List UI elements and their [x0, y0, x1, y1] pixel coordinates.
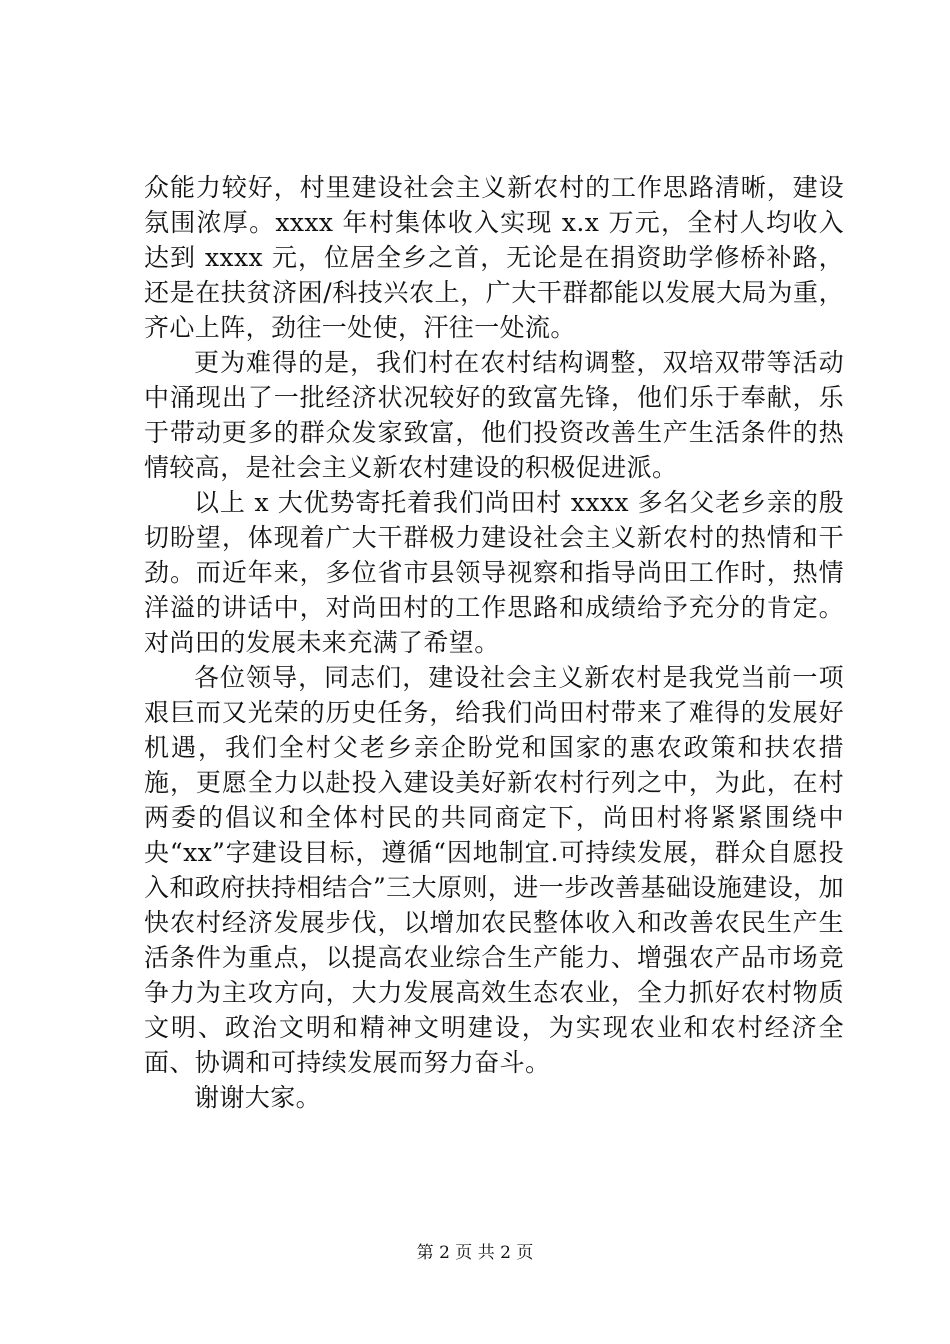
page-footer: 第 2 页 共 2 页: [416, 1243, 534, 1263]
paragraph-1: 众能力较好，村里建设社会主义新农村的工作思路清晰，建设氛围浓厚。xxxx 年村集体收入实现 x.x 万元，全村人均收入达到 xxxx 元，位居全乡之首，无论是在捐资助学修桥补路，还是在扶贫济困/科技兴农上，广大干群都能以发展大局为重，齐心上阵，劲往一处使，汗往一处流。: [144, 173, 844, 342]
paragraph-4: 各位领导，同志们，建设社会主义新农村是我党当前一项艰巨而又光荣的历史任务，给我们尚田村带来了难得的发展好机遇，我们全村父老乡亲企盼党和国家的惠农政策和扶农措施，更愿全力以赴投入建设美好新农村行列之中，为此，在村两委的倡议和全体村民的共同商定下，尚田村将紧紧围绕中央“xx”字建设目标，遵循“因地制宜.可持续发展，群众自愿投入和政府扶持相结合”三大原则，进一步改善基础设施建设，加快农村经济发展步伐，以增加农民整体收入和改善农民生产生活条件为重点，以提高农业综合生产能力、增强农产品市场竞争力为主攻方向，大力发展高效生态农业，全力抓好农村物质文明、政治文明和精神文明建设，为实现农业和农村经济全面、协调和可持续发展而努力奋斗。: [144, 663, 844, 1077]
document-body: [144, 170, 844, 1115]
paragraph-3: 以上 x 大优势寄托着我们尚田村 xxxx 多名父老乡亲的殷切盼望，体现着广大干群极力建设社会主义新农村的热情和干劲。而近年来，多位省市县领导视察和指导尚田工作时，热情洋溢的讲话中，对尚田村的工作思路和成绩给予充分的肯定。对尚田的发展未来充满了希望。: [144, 488, 844, 657]
paragraph-5: 谢谢大家。: [194, 1083, 322, 1112]
paragraph-2: 更为难得的是，我们村在农村结构调整，双培双带等活动中涌现出了一批经济状况较好的致富先锋，他们乐于奉献，乐于带动更多的群众发家致富，他们投资改善生产生活条件的热情较高，是社会主义新农村建设的积极促进派。: [144, 348, 844, 482]
